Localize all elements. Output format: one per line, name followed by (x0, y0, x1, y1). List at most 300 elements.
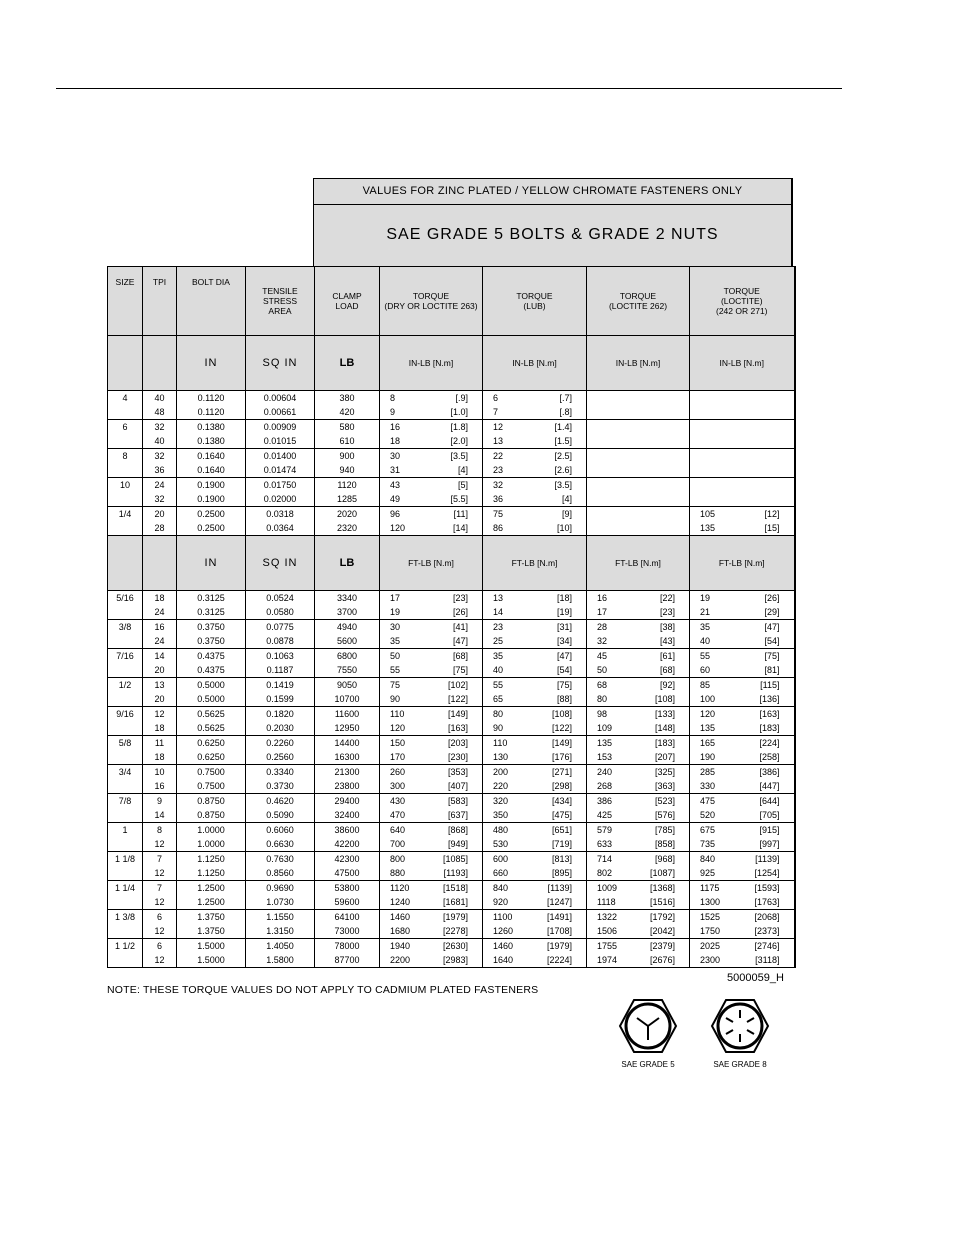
torque-value: 170 (390, 752, 406, 762)
torque-value: 135 (597, 738, 613, 748)
bolt-dia-cell: 0.1120 (177, 391, 246, 406)
torque-metric-value: [163] (447, 723, 468, 733)
torque-262-cell (587, 434, 690, 449)
unit-torque-dry: IN-LB [N.m] (380, 336, 483, 391)
torque-value: 30 (390, 451, 401, 461)
table-row (108, 750, 795, 765)
torque-lub-cell (483, 736, 587, 751)
tpi-cell: 14 (143, 808, 177, 823)
torque-242-cell (690, 692, 795, 707)
torque-262-cell (587, 910, 690, 925)
header-tensile (246, 267, 315, 336)
torque-value: 200 (493, 767, 509, 777)
torque-dry-cell (380, 910, 483, 925)
torque-metric-value: [895] (551, 868, 572, 878)
table-row (108, 605, 795, 620)
value-pair (380, 924, 482, 938)
bolt-dia-cell: 0.5000 (177, 692, 246, 707)
value-pair (690, 692, 794, 706)
torque-262-cell (587, 881, 690, 896)
torque-metric-value: [3.5] (450, 451, 468, 461)
table-row (108, 692, 795, 707)
value-pair (380, 910, 482, 924)
torque-value: 660 (493, 868, 509, 878)
torque-value: 840 (493, 883, 509, 893)
torque-metric-value: [47] (556, 651, 572, 661)
value-pair (380, 634, 482, 648)
torque-metric-value: [75] (764, 651, 780, 661)
torque-metric-value: [176] (551, 752, 572, 762)
torque-lub-cell (483, 620, 587, 635)
header-clamp-line: LOAD (335, 301, 359, 311)
torque-value: 17 (390, 593, 401, 603)
value-pair (380, 794, 482, 808)
torque-value: 130 (493, 752, 509, 762)
torque-value: 135 (700, 523, 716, 533)
value-pair (587, 837, 689, 851)
torque-value: 110 (390, 709, 405, 719)
clamp-load-cell: 9050 (315, 678, 380, 693)
top-rule (56, 88, 842, 89)
torque-metric-value: [136] (759, 694, 780, 704)
clamp-load-cell: 12950 (315, 721, 380, 736)
torque-metric-value: [1979] (546, 941, 572, 951)
tensile-area-cell: 0.0364 (246, 521, 315, 536)
torque-metric-value: [61] (659, 651, 675, 661)
value-pair (483, 507, 586, 521)
torque-value: 268 (597, 781, 613, 791)
torque-metric-value: [1491] (546, 912, 572, 922)
torque-value: 14 (493, 607, 504, 617)
value-pair (587, 910, 689, 924)
tpi-cell: 20 (143, 507, 177, 522)
torque-value: 19 (700, 593, 711, 603)
value-pair (483, 924, 586, 938)
tensile-area-cell: 0.4620 (246, 794, 315, 809)
value-pair (483, 939, 586, 953)
tpi-cell: 6 (143, 939, 177, 954)
value-pair (483, 405, 586, 419)
tensile-area-cell: 0.2030 (246, 721, 315, 736)
torque-242-cell (690, 852, 795, 867)
torque-242-cell (690, 794, 795, 809)
torque-lub-cell (483, 707, 587, 722)
torque-metric-value: [2373] (754, 926, 780, 936)
torque-value: 35 (493, 651, 504, 661)
torque-242-cell (690, 591, 795, 606)
value-pair (587, 924, 689, 938)
value-pair (380, 492, 482, 506)
table-row (108, 463, 795, 478)
clamp-load-cell: 42300 (315, 852, 380, 867)
tpi-cell: 24 (143, 605, 177, 620)
tensile-area-cell: 0.1419 (246, 678, 315, 693)
torque-lub-cell (483, 866, 587, 881)
torque-metric-value: [1593] (754, 883, 780, 893)
tpi-cell: 16 (143, 620, 177, 635)
tensile-area-cell: 0.01400 (246, 449, 315, 464)
size-cell: 1 1/8 (108, 852, 143, 867)
torque-metric-value: [4] (561, 494, 572, 504)
clamp-load-cell: 32400 (315, 808, 380, 823)
tpi-cell: 6 (143, 910, 177, 925)
torque-metric-value: [81] (764, 665, 780, 675)
torque-value: 60 (700, 665, 711, 675)
size-cell (108, 434, 143, 449)
torque-lub-cell (483, 924, 587, 939)
torque-metric-value: [11] (453, 509, 468, 519)
value-pair (380, 939, 482, 953)
torque-value: 220 (493, 781, 509, 791)
torque-metric-value: [1979] (442, 912, 468, 922)
table-row (108, 736, 795, 751)
value-pair (483, 823, 586, 837)
torque-value: 802 (597, 868, 613, 878)
torque-value: 75 (390, 680, 401, 690)
torque-dry-cell (380, 463, 483, 478)
torque-242-cell (690, 620, 795, 635)
table-row (108, 808, 795, 823)
bolt-dia-cell: 1.0000 (177, 823, 246, 838)
torque-lub-cell (483, 420, 587, 435)
value-pair (690, 895, 794, 909)
value-pair (380, 692, 482, 706)
torque-metric-value: [54] (764, 636, 780, 646)
bolt-dia-cell: 0.1380 (177, 420, 246, 435)
torque-metric-value: [785] (654, 825, 675, 835)
value-pair (483, 910, 586, 924)
value-pair (380, 405, 482, 419)
torque-262-cell (587, 953, 690, 968)
torque-metric-value: [1085] (442, 854, 468, 864)
torque-lub-cell (483, 605, 587, 620)
torque-metric-value: [115] (760, 680, 780, 690)
torque-value: 6 (493, 393, 499, 403)
size-cell (108, 692, 143, 707)
torque-metric-value: [2068] (754, 912, 780, 922)
torque-metric-value: [576] (654, 810, 675, 820)
torque-242-cell (690, 881, 795, 896)
size-cell (108, 521, 143, 536)
torque-metric-value: [915] (759, 825, 780, 835)
torque-value: 120 (390, 723, 406, 733)
value-pair (587, 721, 689, 735)
torque-metric-value: [3.5] (554, 480, 572, 490)
bolt-dia-cell: 0.1900 (177, 492, 246, 507)
value-pair (380, 649, 482, 663)
tensile-area-cell: 0.3340 (246, 765, 315, 780)
torque-dry-cell (380, 434, 483, 449)
value-pair (483, 837, 586, 851)
clamp-load-cell: 21300 (315, 765, 380, 780)
bolt-grade5 (613, 997, 683, 1069)
tensile-area-cell: 1.0730 (246, 895, 315, 910)
torque-262-cell (587, 779, 690, 794)
table-row (108, 881, 795, 896)
bolt-dia-cell: 0.1120 (177, 405, 246, 420)
torque-metric-value: [1139] (547, 883, 572, 893)
torque-metric-value: [12] (764, 509, 780, 519)
torque-metric-value: [207] (654, 752, 675, 762)
tpi-cell: 32 (143, 420, 177, 435)
value-pair (483, 634, 586, 648)
torque-262-cell (587, 939, 690, 954)
tensile-area-cell: 0.00909 (246, 420, 315, 435)
units-row-large (108, 536, 795, 591)
torque-262-cell (587, 895, 690, 910)
torque-value: 1755 (597, 941, 618, 951)
torque-242-cell (690, 895, 795, 910)
clamp-load-cell: 47500 (315, 866, 380, 881)
tensile-area-cell: 0.2560 (246, 750, 315, 765)
torque-dry-cell (380, 837, 483, 852)
torque-metric-value: [75] (452, 665, 468, 675)
tpi-cell: 12 (143, 895, 177, 910)
size-cell: 6 (108, 420, 143, 435)
size-cell: 1 3/8 (108, 910, 143, 925)
value-pair (483, 881, 586, 895)
tpi-cell: 20 (143, 663, 177, 678)
torque-lub-cell (483, 478, 587, 493)
torque-value: 30 (390, 622, 401, 632)
table-row (108, 634, 795, 649)
torque-dry-cell (380, 620, 483, 635)
table-row (108, 794, 795, 809)
value-pair (587, 895, 689, 909)
torque-metric-value: [5.5] (450, 494, 468, 504)
bolt-dia-cell: 1.0000 (177, 837, 246, 852)
torque-metric-value: [149] (551, 738, 572, 748)
torque-dry-cell (380, 449, 483, 464)
value-pair (380, 605, 482, 619)
value-pair (483, 707, 586, 721)
value-pair (380, 750, 482, 764)
torque-value: 735 (700, 839, 716, 849)
torque-lub-cell (483, 750, 587, 765)
bolt-dia-cell: 0.5625 (177, 721, 246, 736)
value-pair (380, 866, 482, 880)
value-pair (380, 808, 482, 822)
header-torque-lub-line: TORQUE (516, 291, 553, 301)
torque-value: 1175 (700, 883, 720, 893)
torque-value: 13 (493, 593, 504, 603)
table-row (108, 895, 795, 910)
tpi-cell: 9 (143, 794, 177, 809)
torque-value: 1460 (493, 941, 514, 951)
table-row (108, 779, 795, 794)
bolt-dia-cell: 0.1900 (177, 478, 246, 493)
tensile-area-cell: 1.5800 (246, 953, 315, 968)
banner-title: SAE GRADE 5 BOLTS & GRADE 2 NUTS (386, 226, 719, 243)
torque-value: 153 (597, 752, 613, 762)
value-pair (380, 721, 482, 735)
torque-metric-value: [949] (447, 839, 468, 849)
size-cell (108, 405, 143, 420)
torque-lub-cell (483, 434, 587, 449)
header-clamp-line: CLAMP (332, 291, 362, 301)
tpi-cell: 12 (143, 924, 177, 939)
torque-metric-value: [183] (654, 738, 675, 748)
torque-value: 135 (700, 723, 716, 733)
torque-value: 800 (390, 854, 406, 864)
unit-size (108, 336, 143, 391)
tensile-area-cell: 0.8560 (246, 866, 315, 881)
size-cell: 1/2 (108, 678, 143, 693)
torque-value: 96 (390, 509, 401, 519)
torque-262-cell (587, 765, 690, 780)
value-pair (380, 620, 482, 634)
clamp-load-cell: 1120 (315, 478, 380, 493)
torque-metric-value: [5] (457, 480, 468, 490)
header-torque-dry-line: TORQUE (412, 291, 450, 301)
bolt-dia-cell: 1.3750 (177, 924, 246, 939)
torque-metric-value: [3118] (755, 955, 780, 965)
unit-area: SQ IN (246, 336, 315, 391)
value-pair (587, 707, 689, 721)
torque-metric-value: [2379] (649, 941, 675, 951)
torque-242-cell (690, 765, 795, 780)
torque-242-cell (690, 678, 795, 693)
tpi-cell: 36 (143, 463, 177, 478)
value-pair (690, 823, 794, 837)
torque-lub-cell (483, 678, 587, 693)
torque-262-cell (587, 492, 690, 507)
torque-value: 12 (493, 422, 504, 432)
torque-value: 475 (700, 796, 716, 806)
bolt-dia-cell: 0.8750 (177, 794, 246, 809)
value-pair (587, 649, 689, 663)
size-cell: 7/8 (108, 794, 143, 809)
torque-value: 675 (700, 825, 716, 835)
value-pair (483, 591, 586, 605)
value-pair (380, 823, 482, 837)
bolt-dia-cell: 0.8750 (177, 808, 246, 823)
torque-262-cell (587, 721, 690, 736)
torque-metric-value: [2676] (649, 955, 675, 965)
value-pair (380, 765, 482, 779)
torque-dry-cell (380, 750, 483, 765)
torque-242-cell (690, 953, 795, 968)
torque-value: 1460 (390, 912, 411, 922)
torque-metric-value: [868] (447, 825, 468, 835)
torque-value: 65 (493, 694, 504, 704)
size-cell: 3/8 (108, 620, 143, 635)
size-cell (108, 750, 143, 765)
value-pair (380, 434, 482, 448)
header-tensile-line: STRESS (262, 296, 297, 306)
torque-value: 16 (597, 593, 608, 603)
value-pair (690, 765, 794, 779)
torque-lub-cell (483, 405, 587, 420)
bolt-dia-cell: 0.6250 (177, 736, 246, 751)
value-pair (690, 794, 794, 808)
table-row (108, 924, 795, 939)
torque-262-cell (587, 678, 690, 693)
clamp-load-cell: 380 (315, 391, 380, 406)
torque-lub-cell (483, 521, 587, 536)
torque-dry-cell (380, 721, 483, 736)
table-row (108, 953, 795, 968)
tensile-area-cell: 0.1187 (246, 663, 315, 678)
clamp-load-cell: 78000 (315, 939, 380, 954)
torque-242-cell (690, 939, 795, 954)
table-row (108, 663, 795, 678)
value-pair (690, 634, 794, 648)
torque-metric-value: [10] (556, 523, 572, 533)
bolt-dia-cell: 1.5000 (177, 939, 246, 954)
table-row (108, 707, 795, 722)
size-cell: 1/4 (108, 507, 143, 522)
header-tensile-line: TENSILE (262, 286, 298, 296)
unit-size (108, 536, 143, 591)
value-pair (690, 852, 794, 866)
size-cell: 4 (108, 391, 143, 406)
torque-242-cell (690, 924, 795, 939)
torque-metric-value: [23] (452, 593, 468, 603)
torque-dry-cell (380, 794, 483, 809)
torque-metric-value: [447] (759, 781, 780, 791)
torque-metric-value: [651] (551, 825, 572, 835)
torque-value: 7 (493, 407, 499, 417)
value-pair (587, 765, 689, 779)
clamp-load-cell: 610 (315, 434, 380, 449)
torque-dry-cell (380, 420, 483, 435)
torque-lub-cell (483, 953, 587, 968)
value-pair (690, 881, 794, 895)
value-pair (587, 808, 689, 822)
torque-dry-cell (380, 391, 483, 406)
value-pair (483, 794, 586, 808)
table-row (108, 837, 795, 852)
torque-lub-cell (483, 634, 587, 649)
torque-value: 520 (700, 810, 716, 820)
size-cell (108, 924, 143, 939)
size-cell (108, 953, 143, 968)
value-pair (483, 434, 586, 448)
torque-value: 17 (597, 607, 608, 617)
torque-value: 1680 (390, 926, 411, 936)
unit-dia: IN (177, 536, 246, 591)
torque-value: 925 (700, 868, 716, 878)
table-row (108, 591, 795, 606)
torque-262-cell (587, 634, 690, 649)
torque-dry-cell (380, 881, 483, 896)
torque-value: 1640 (493, 955, 514, 965)
torque-metric-value: [9] (561, 509, 572, 519)
value-pair (587, 634, 689, 648)
bolt-dia-cell: 0.3125 (177, 605, 246, 620)
torque-metric-value: [47] (452, 636, 468, 646)
torque-dry-cell (380, 478, 483, 493)
torque-242-cell (690, 420, 795, 435)
torque-dry-cell (380, 866, 483, 881)
unit-torque-lub: FT-LB [N.m] (483, 536, 587, 591)
clamp-load-cell: 10700 (315, 692, 380, 707)
torque-metric-value: [1254] (754, 868, 780, 878)
torque-value: 600 (493, 854, 509, 864)
clamp-load-cell: 6800 (315, 649, 380, 664)
value-pair (690, 866, 794, 880)
torque-value: 49 (390, 494, 401, 504)
unit-area: SQ IN (246, 536, 315, 591)
table-row (108, 449, 795, 464)
bolt-dia-cell: 1.1250 (177, 866, 246, 881)
torque-262-cell (587, 507, 690, 522)
table-row (108, 620, 795, 635)
value-pair (587, 852, 689, 866)
torque-value: 110 (493, 738, 508, 748)
unit-load: LB (315, 336, 380, 391)
